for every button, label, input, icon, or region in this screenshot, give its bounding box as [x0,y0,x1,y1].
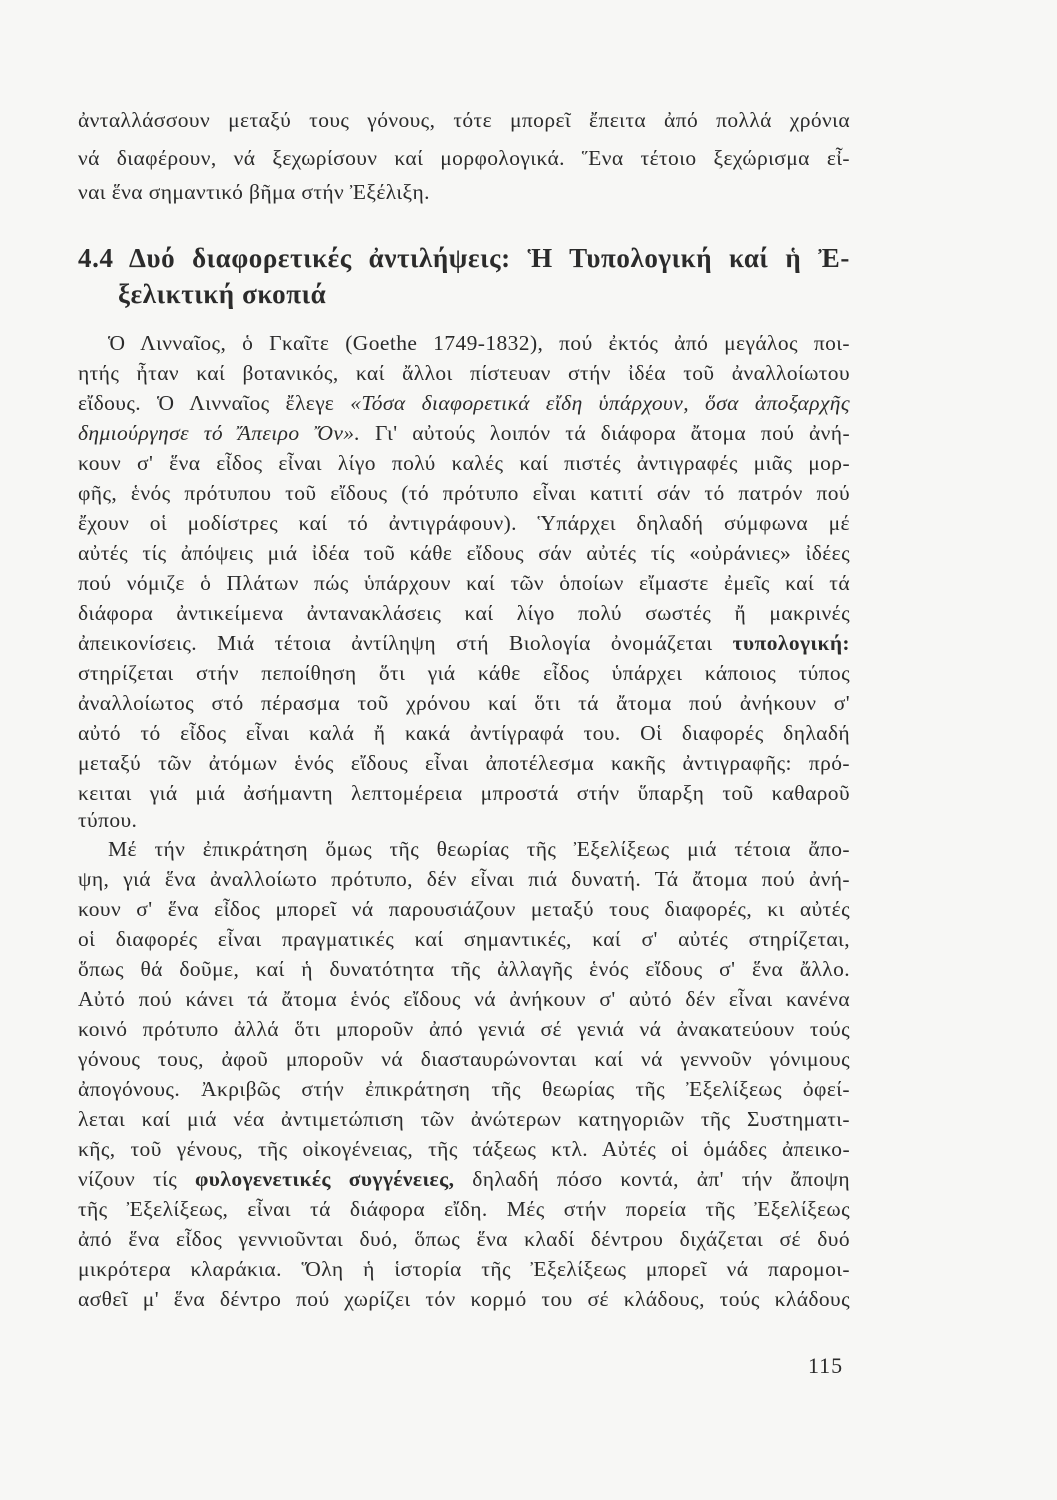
linnaeus-quote: «Τόσα διαφορετικά εἴδη ὑπάρχουν, ὅσα ἀποξαρχῆς [350,391,850,415]
paragraph-line: αὐτό τό εἶδος εἶναι καλά ἤ κακά ἀντίγραφά του. Οἱ διαφορές δηλαδή [78,721,850,745]
text-run: δηλαδή πόσο κοντά, ἀπ' τήν ἄποψη [454,1167,850,1191]
paragraph-line: οἱ διαφορές εἶναι πραγματικές καί σημαντικές, καί σ' αὐτές στηρίζεται, [78,927,850,951]
paragraph-line: κειται γιά μιά ἀσήμαντη λεπτομέρεια μπροστά στήν ὕπαρξη τοῦ καθαροῦ [78,781,850,805]
paragraph-line: ἔχουν οἱ μοδίστρες καί τό ἀντιγράφουν). Ὑπάρχει δηλαδή σύμφωνα μέ [78,511,850,535]
paragraph-line: κουν σ' ἕνα εἶδος εἶναι λίγο πολύ καλές καί πιστές ἀντιγραφές μιᾶς μορ- [78,451,850,475]
paragraph-line [78,418,850,448]
paragraph-line: ψη, γιά ἕνα ἀναλλοίωτο πρότυπο, δέν εἶναι πιά δυνατή. Τά ἄτομα πού ἀνή- [78,867,850,891]
linnaeus-quote-end: δημιούργησε τό Ἄπειρο Ὄν». [78,421,361,445]
paragraph-line: λεται καί μιά νέα ἀντιμετώπιση τῶν ἀνώτερων κατηγοριῶν τῆς Συστηματι- [78,1107,850,1131]
paragraph-line: αὐτές τίς ἀπόψεις μιά ἰδέα τοῦ κάθε εἴδους σάν αὐτές τίς «οὐράνιες» ἰδέες [78,541,850,565]
intro-line-2: νά διαφέρουν, νά ξεχωρίσουν καί μορφολογικά. Ἕνα τέτοιο ξεχώρισμα εἶ- [78,146,850,170]
paragraph-line: Αὐτό πού κάνει τά ἄτομα ἑνός εἴδους νά ἀνήκουν σ' αὐτό δέν εἶναι κανένα [78,987,850,1011]
paragraph-line: κουν σ' ἕνα εἶδος μπορεῖ νά παρουσιάζουν μεταξύ τους διαφορές, κι αὐτές [78,897,850,921]
paragraph-line: τύπου. [78,808,138,832]
text-run: ἀπεικονίσεις. Μιά τέτοια ἀντίληψη στή Βιολογία ὀνομάζεται [78,631,733,655]
text-run: Γι' αὐτούς λοιπόν τά διάφορα ἄτομα πού ἀνή- [360,421,851,445]
paragraph-line: στηρίζεται στήν πεποίθηση ὅτι γιά κάθε εἶδος ὑπάρχει κάποιος τύπος [78,661,850,685]
paragraph-line: ασθεῖ μ' ἕνα δέντρο πού χωρίζει τόν κορμό του σέ κλάδους, τούς κλάδους [78,1287,850,1311]
paragraph-line [78,1164,850,1194]
paragraph-line: φῆς, ἑνός πρότυπου τοῦ εἴδους (τό πρότυπο εἶναι κατιτί σάν τό πατρόν πού [78,481,850,505]
paragraph-line: ητής ἦταν καί βοτανικός, καί ἄλλοι πίστευαν στήν ἰδέα τοῦ ἀναλλοίωτου [78,361,850,385]
paragraph-line: ἀπό ἕνα εἶδος γεννιοῦνται δυό, ὅπως ἕνα κλαδί δέντρου διχάζεται σέ δυό [78,1227,850,1251]
paragraph-line: πού νόμιζε ὁ Πλάτων πώς ὑπάρχουν καί τῶν ὁποίων εἴμαστε ἐμεῖς καί τά [78,571,850,595]
paragraph-line: ἀναλλοίωτος στό πέρασμα τοῦ χρόνου καί ὅτι τά ἄτομα πού ἀνήκουν σ' [78,691,850,715]
paragraph-line: μεταξύ τῶν ἀτόμων ἑνός εἴδους εἶναι ἀποτέλεσμα κακῆς ἀντιγραφῆς: πρό- [78,751,850,775]
paragraph-line: ὅπως θά δοῦμε, καί ἡ δυνατότητα τῆς ἀλλαγῆς ἑνός εἴδους σ' ἕνα ἄλλο. [78,957,850,981]
paragraph-line: Μέ τήν ἐπικράτηση ὅμως τῆς θεωρίας τῆς Ἐξελίξεως μιά τέτοια ἄπο- [108,837,850,861]
paragraph-line: μικρότερα κλαράκια. Ὅλη ἡ ἱστορία τῆς Ἐξελίξεως μπορεῖ νά παρομοι- [78,1257,850,1281]
term-phylogenetic: φυλογενετικές συγγένειες, [194,1167,455,1191]
paragraph-line: τῆς Ἐξελίξεως, εἶναι τά διάφορα εἴδη. Μές στήν πορεία τῆς Ἐξελίξεως [78,1197,850,1221]
section-heading-continued: ξελικτική σκοπιά [118,279,327,309]
term-typological: τυπολογική: [732,631,850,655]
paragraph-line: κῆς, τοῦ γένους, τῆς οἰκογένειας, τῆς τάξεως κτλ. Αὐτές οἱ ὁμάδες ἀπεικο- [78,1137,850,1161]
paragraph-line: ἀπογόνους. Ἀκριβῶς στήν ἐπικράτηση τῆς θεωρίας τῆς Ἐξελίξεως ὀφεί- [78,1077,850,1101]
intro-line-1: ἀνταλλάσσουν μεταξύ τους γόνους, τότε μπορεῖ ἔπειτα ἀπό πολλά χρόνια [78,108,850,132]
section-heading: 4.4 Δυό διαφορετικές ἀντιλήψεις: Ἡ Τυπολογική καί ἡ Ἐ- [78,243,850,273]
text-run: νίζουν τίς [78,1167,195,1191]
paragraph-line [78,388,850,418]
text-run: εἴδους. Ὁ Λινναῖος ἔλεγε [78,391,351,415]
paragraph-line: Ὁ Λινναῖος, ὁ Γκαῖτε (Goethe 1749-1832), πού ἐκτός ἀπό μεγάλος ποι- [108,331,850,355]
paragraph-line: κοινό πρότυπο ἀλλά ὅτι μποροῦν ἀπό γενιά σέ γενιά νά ἀνακατεύουν τούς [78,1017,850,1041]
paragraph-line [78,628,850,658]
page-number: 115 [808,1353,844,1378]
paragraph-line: διάφορα ἀντικείμενα ἀντανακλάσεις καί λίγο πολύ σωστές ἤ μακρινές [78,601,850,625]
paragraph-line: γόνους τους, ἀφοῦ μποροῦν νά διασταυρώνονται καί νά γεννοῦν γόνιμους [78,1047,850,1071]
intro-line-3: ναι ἕνα σημαντικό βῆμα στήν Ἐξέλιξη. [78,180,430,204]
